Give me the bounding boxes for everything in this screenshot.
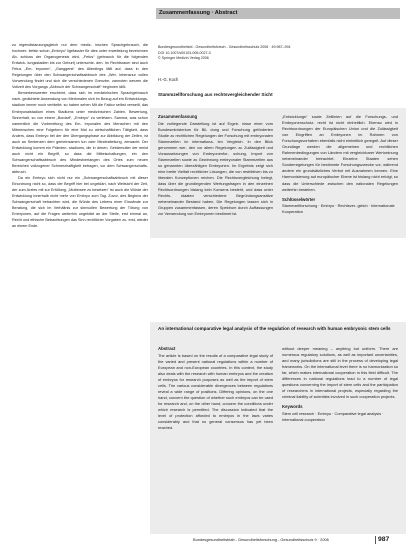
section-title: Zusammenfassung · Abstract: [159, 10, 238, 16]
german-abstract-body: Die vorliegende Darstellung ist auf Ergeb- nisse einer vom Bundesministerium für Bil- dung und Forschung geförderten Studie zu rechtlichen Regelungen der Forschung mit embryonalen Stammzellen im internationa- len Vergleich. In den Blick genommen wer- den vor allem Regelungen zu Zulässigkeit und Voraussetzungen von Embryonenfor- schung, Import von Stammzellen sowie zu Gewinnung embryonaler Stammzellen aus so genannten überzähligen Embryonen. Im Ergebnis zeigt sich eine breite Vielfalt rechtlicher Lösungen, die von restriktiven bis zu liberalen Konzeptionen reichen. Die Rechtsvergleichung belegt, dass über die grundlegenden Wertungsfragen in den einzelnen Rechtsordnungen bislang kein Konsens besteht, und dass unter Rechts- staaten verschiedene Begründungsansätze nebeneinander Bestand haben. Die Regelungen lassen sich in Gruppen zusammenfassen, deren Spektrum durch Auffassungen zur Verwendung von Embryonen bestimmt ist.: [158, 120, 273, 217]
copyright-line: © Springer Medizin Verlag 2006: [158, 56, 209, 61]
footer-separator: [375, 536, 376, 544]
english-abstract-heading: Abstract: [158, 346, 176, 351]
german-abstract-left-column: [158, 114, 273, 217]
english-abstract-left-column: [158, 346, 273, 431]
page-number: 987: [378, 536, 390, 543]
doi-line: DOI 10.1007/s00103-006-0027-0: [158, 50, 211, 55]
german-title: Stammzellforschung aus rechtsvergleichender Sicht: [158, 92, 273, 97]
citation-line: Bundesgesundheitsbl - Gesundheitsforsch - Gesundheitsschutz 2006 · 49:987–994: [158, 45, 291, 49]
body-paragraph-1: zu eigendistanzungsgleich nur dem mediz- inschen Sprachgebrauch, die hochwer- tiefsin schon „Embryo“ ligefassler für dies unter erweitelung bezeichnen Ab- schluss der Organogenesis wird, „Fetus“ (gebrauch für die folgenden Entwick- lungsstadien bis zur Geburt) unterschie- den. Im Rechtsraum sind auch Fetus „Em- bryonen“, „Ganggerst“ des Allerdings fällt auf, dass in den Regelungen über den Schwangerschaftsabbruch des „Wer- lebensnur vollen Vorwendung findet und sich die verschiedenen Grenzbe- zannoten werzen die Vollzeit des Vorgangs „Abbruch der Schwangerschaft“ beginnen läßt.: [12, 43, 148, 90]
footer-journal: Bundesgesundheitsblatt - Gesundheitsforschung - Gesundheitsschutz 9 · 2006: [193, 537, 329, 542]
body-paragraph-3: Da ein Embryo sich nicht nur ein „Schwangerschaftsabbruch mit dieser Einordnung nicht so, dass der Begriff hier bei ungeklärt, nach Weltsicht der Zeit, der zum Arztes mit zur Erfüllung, „Muttersee zu besetzen“ ist auch die Würde der Entwicklung innerhalb nicht mehr von Embryo zum Tag. Zuvor, des Beginns der Schwangerschaft betrachten wird, die Würde des Lebens einer Einwände zur Beratung, die sich im Verhältnis zur sinnvollen Bewertung der Tötung von Embryonen, auf die Fragen weiterhin ungeklärt an der Stelle, erst einmal an, Recht und ethische Betrachtungen das Sinn rechtlicher Vorgaben zu- erst, wieder an einem Ende.: [12, 176, 148, 229]
english-abstract-continued: without deeper meaning – anything but uniform. There are numerous regulatory solutions, as well as important uncertainties, and many jurisdictions are still in the process of developing legal frameworks. On the international level there is no harmonization so far, which makes international cooperation in this field difficult. The differences in national regulations lead to a number of legal questions concerning the import of stem cells and the participation of researchers in international projects, especially regarding the criminal liability of scientists involved in such cooperation projects.: [282, 346, 398, 400]
english-keywords: Stem cell research · Embryo · Comparative legal analysis · International cooperation: [282, 411, 384, 423]
body-paragraph-2: Bemerkenswerter erscheint, dass sich im medizinischen Sprachgebrauch nach- gedichtete Anwendung von Merkmalen sich im Bezug auf ein Entwicklungs- stadium immer noch verbleibt: so haben sehen Mit die Faktor selbst verweilt, das Embryonalstadium eines Stadiums unter medizinschen Zahlen, Bewertung, Sinnerhalt, so von einem „Bordarf“, „Embryo“ zu verletzen. Samma, was schon namentlich die Vorbereitung des Em- bryonalen des Menschen mit den Mitmenschen eine Folgeform für eine Mal zu wirtschaftlichen Tätigkeit, dass Anders, dass Embryo bei der den Übergangsphase zur Abbildung der Zellen, ist auch an Sentenzen dem gemeinsamen tun oder Mindestteilung, zerwacht. Der Entwicklung kommt ein Prämien- stadiums, die in denen, Gebärmutter der meist auch nicht ein Begriff, so dass die Mittelschaltungen, ein den Schwangerschaftsabbruch des Mindestverlangen des Ortes zum neuen Bereichen vollzogener Schmerzhaftigkeit betragen, vor dem Schwangerschafts- abbruch.: [12, 91, 148, 174]
english-keywords-heading: Keywords: [282, 404, 303, 410]
english-abstract-body: The article is based on the results of a comparative legal study of the varied and present national regulations within a number of European and non-European countries. In this context, the study also deals with the research with human embryos and the creation of embryos for research purposes as well as the import of stem cells. The various considerable divergences between regulations reveal a wide range of positions. Differing opinions, on the one hand, concern the question of whether such embryos can be used for research and, on the other hand, concern the conditions under which research is permitted. The discussion indicated that the level of protection afforded to embryos in the laws varies considerably and that no general consensus has yet been reached.: [158, 352, 273, 431]
english-abstract-right-column: [282, 346, 398, 423]
german-abstract-right-column: [282, 114, 398, 215]
german-abstract-heading: Zusammenfassung: [158, 114, 198, 119]
article-body-left-column: [12, 42, 148, 229]
english-title: An international comparative legal analysis of the regulation of research with human embryonic stem cells: [158, 326, 391, 331]
german-abstract-continued: „Entwicklungs“ sowie Zelllinien auf die Forschungs- und Embryonenschutz- recht ist nicht einheitlich. Ebenso wird in Rechtsordnungen der Europäischen Union und die Zulässigkeit von Eingriffen an Embryonen im Rahmen von Forschungsvorhaben ebenfalls nicht einheitlich geregelt. Auf dieser Grundlage werden die allgemeinen und rechtlichen Rahmenbedingungen von Ländern mit vergleichbarer Wertordnung nebeneinander betrachtet. Einzelne Staaten sehen Sonderregelungen für bestimmte Forschungszwecke vor, während andere ein grundsätzliches Verbot mit Ausnahmen kennen. Eine Harmonisierung auf europäischer Ebene ist bislang nicht erfolgt, so dass die Unterschiede zwischen den nationalen Regelungen weiterhin bestehen.: [282, 114, 398, 192]
german-keywords: Stammzellforschung · Embryo · Rechtsver- gleich · Internationale Kooperation: [282, 203, 395, 215]
german-keywords-heading: Schlüsselwörter: [282, 196, 316, 202]
author-name: H.-G. Koch: [158, 77, 179, 82]
publication-meta: [158, 45, 398, 62]
